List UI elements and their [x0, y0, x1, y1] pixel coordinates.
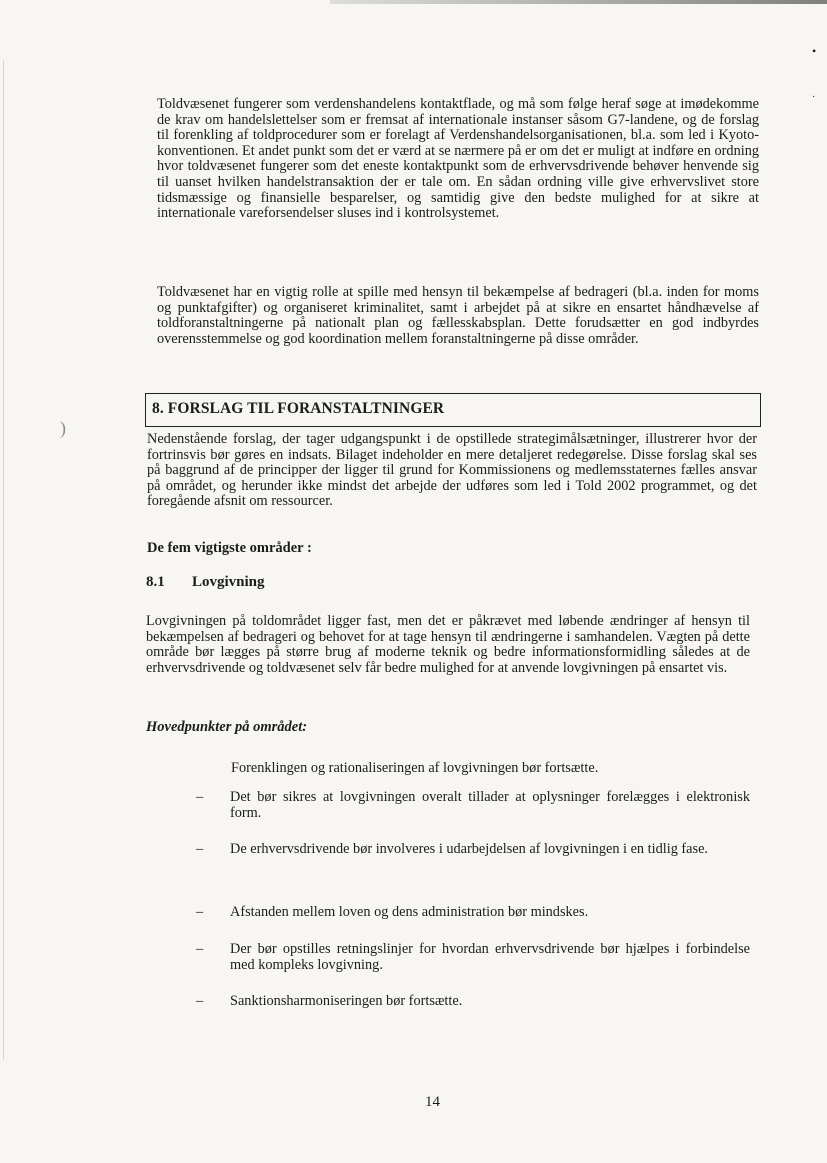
dash-marker: – — [196, 841, 204, 857]
scan-edge-top — [330, 0, 827, 4]
main-points-heading: Hovedpunkter på området: — [146, 719, 308, 735]
paragraph-bekaempelse-bedrageri: Toldvæsenet har en vigtig rolle at spille med hensyn til bekæmpelse af bedrageri (bl.a. inden for moms og punktafgifter) og organiseret kriminalitet, samt i arbejdet på at sikre en ensartet håndhævelse af toldforanstaltningerne på nationalt plan og fællesskabsplan. Dette forudsætter en god indbyrdes overensstemmelse og god koordination mellem foranstaltningerne på disse områder. — [157, 284, 759, 347]
list-item-text: Sanktionsharmoniseringen bør fortsætte. — [230, 993, 463, 1009]
dash-marker: – — [196, 941, 204, 957]
paragraph-forslag-intro: Nedenstående forslag, der tager udgangspunkt i de opstillede strategimålsætninger, illustrerer hvor der fortrinsvis bør gøres en indsats. Bilaget indeholder en mere detaljeret redegørelse. Disse forslag skal ses på baggrund af de principper der ligger til grund for Kommissionens og medlemsstaternes fælles ansvar på området, og herunder ikke mindst det arbejde der udføres som led i Told 2002 programmet, og det foregående afsnit om ressourcer. — [147, 431, 757, 510]
dash-marker: – — [196, 789, 204, 805]
subsection-title: Lovgivning — [192, 574, 265, 590]
page-number: 14 — [425, 1094, 440, 1110]
subsection-number: 8.1 — [146, 574, 165, 590]
dash-marker: – — [196, 904, 204, 920]
bullet-intro: Forenklingen og rationaliseringen af lovgivningen bør fortsætte. — [231, 760, 599, 776]
key-areas-heading: De fem vigtigste områder : — [147, 540, 312, 556]
margin-mark: ) — [60, 418, 66, 438]
scan-dot: · — [812, 92, 816, 103]
list-item — [190, 994, 750, 1010]
list-item-text: De erhvervsdrivende bør involveres i udarbejdelsen af lovgivningen i en tidlig fase. — [230, 841, 709, 857]
subsection-heading — [146, 574, 265, 591]
paragraph-lovgivning: Lovgivningen på toldområdet ligger fast, men det er påkrævet med løbende ændringer af hensyn til bekæmpelsen af bedrageri og behovet for at tage hensyn til ændringerne i samhandelen. Vægten på dette område bør lægges på større brug af moderne teknik og bedre informationsformidling således at de erhvervsdrivende og toldvæsenet selv får bedre mulighed for at anvende lovgivningen på ensartet vis. — [146, 613, 750, 676]
section-heading-box — [145, 393, 761, 427]
list-item — [190, 790, 750, 821]
section-title: 8. FORSLAG TIL FORANSTALTNINGER — [152, 400, 445, 417]
scan-edge-left — [3, 60, 4, 1060]
list-item-text: Afstanden mellem loven og dens administration bør mindskes. — [230, 904, 589, 920]
list-item — [190, 842, 750, 858]
list-item-text: Det bør sikres at lovgivningen overalt tillader at oplysninger forelægges i elektronisk form. — [230, 789, 750, 821]
list-item-text: Der bør opstilles retningslinjer for hvordan erhvervsdrivende bør hjælpes i forbindelse med kompleks lovgivning. — [230, 941, 750, 973]
list-item — [190, 905, 750, 921]
list-item — [190, 942, 750, 973]
dash-marker: – — [196, 993, 204, 1009]
scan-dot: • — [812, 44, 817, 58]
paragraph-toldvaesenet-kontaktflade: Toldvæsenet fungerer som verdenshandelens kontaktflade, og må som følge heraf søge at imødekomme de krav om handelslettelser som er fremsat af internationale instanser såsom G7-landene, og de forslag til forenkling af toldprocedurer som er forelagt af Verdenshandelsorganisationen, bl.a. som led i Kyoto-konventionen. Et andet punkt som det er værd at se nærmere på er om det er muligt at indføre en ordning hvor toldvæsenet fungerer som det eneste kontaktpunkt som de erhvervsdrivende behøver henvende sig til uanset hvilken handelstransaktion der er tale om. En sådan ordning ville give erhvervslivet store tidsmæssige og finansielle besparelser, og samtidig give den bedste mulighed for at sikre at internationale vareforsendelser sluses ind i kontrolsystemet. — [157, 96, 759, 222]
